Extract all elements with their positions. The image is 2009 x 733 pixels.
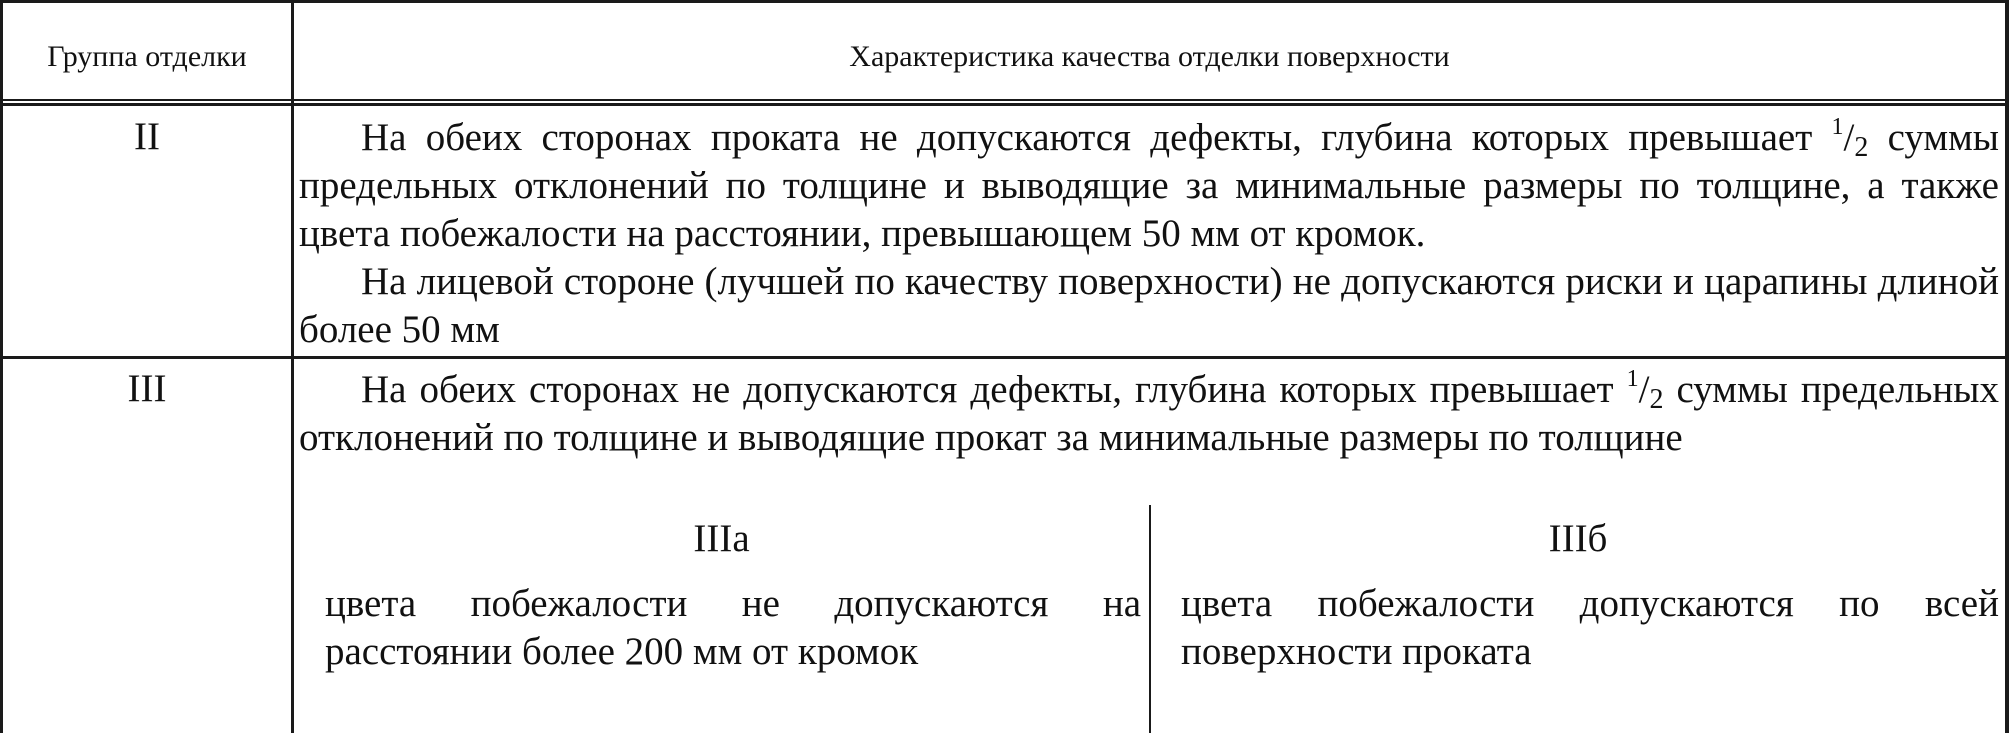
fraction-slash: / — [1843, 116, 1855, 159]
fraction-numerator: 1 — [1626, 366, 1639, 392]
column-divider — [291, 0, 294, 733]
row-ii-paragraph-2: На лицевой стороне (лучшей по качеству поверхности) не допускаются риски и царапины длиной более 50 мм — [299, 260, 1999, 351]
header-characteristic — [294, 39, 2005, 75]
header-divider-upper — [0, 99, 2009, 101]
subgroup-iiib-text: цвета побежалости допускаются по всей поверхности проката — [1181, 582, 1999, 673]
fraction-numerator: 1 — [1831, 114, 1844, 140]
row-iii-group — [3, 365, 291, 413]
row-ii-paragraph-1: На обеих сторонах проката не допускаются дефекты, глубина которых превышает $^1/_2$ суммы предельных отклонений по толщине и выводящие за минимальные размеры по толщине, а также цвета побежалости на расстоянии, превышающем 50 мм от кромок. — [299, 114, 1999, 255]
group-label-ii: II — [134, 115, 160, 158]
header-characteristic-label: Характеристика качества отделки поверхности — [849, 40, 1450, 73]
fraction-slash: / — [1638, 368, 1650, 411]
row-ii-group — [3, 113, 291, 161]
header-divider-lower — [0, 103, 2009, 106]
subgroup-iiia-label: IIIа — [693, 517, 750, 560]
row-iii-paragraph-1: На обеих сторонах не допускаются дефекты, глубина которых превышает $^1/_2$ суммы предельных отклонений по толщине и выводящие прокат за минимальные размеры по толщине — [299, 366, 1999, 459]
subgroup-iiib-label: IIIб — [1548, 517, 1608, 560]
group-label-iii: III — [127, 367, 167, 410]
subgroup-iiia-text: цвета побежалости не допускаются на расстоянии более 200 мм от кромок — [325, 582, 1141, 673]
fraction-denominator: 2 — [1649, 384, 1664, 415]
header-group — [3, 39, 291, 75]
fraction-denominator: 2 — [1854, 132, 1869, 163]
table-border-top — [0, 0, 2009, 3]
table-border-right — [2005, 0, 2009, 733]
header-group-label: Группа отделки — [47, 40, 247, 73]
row-divider — [0, 356, 2009, 359]
